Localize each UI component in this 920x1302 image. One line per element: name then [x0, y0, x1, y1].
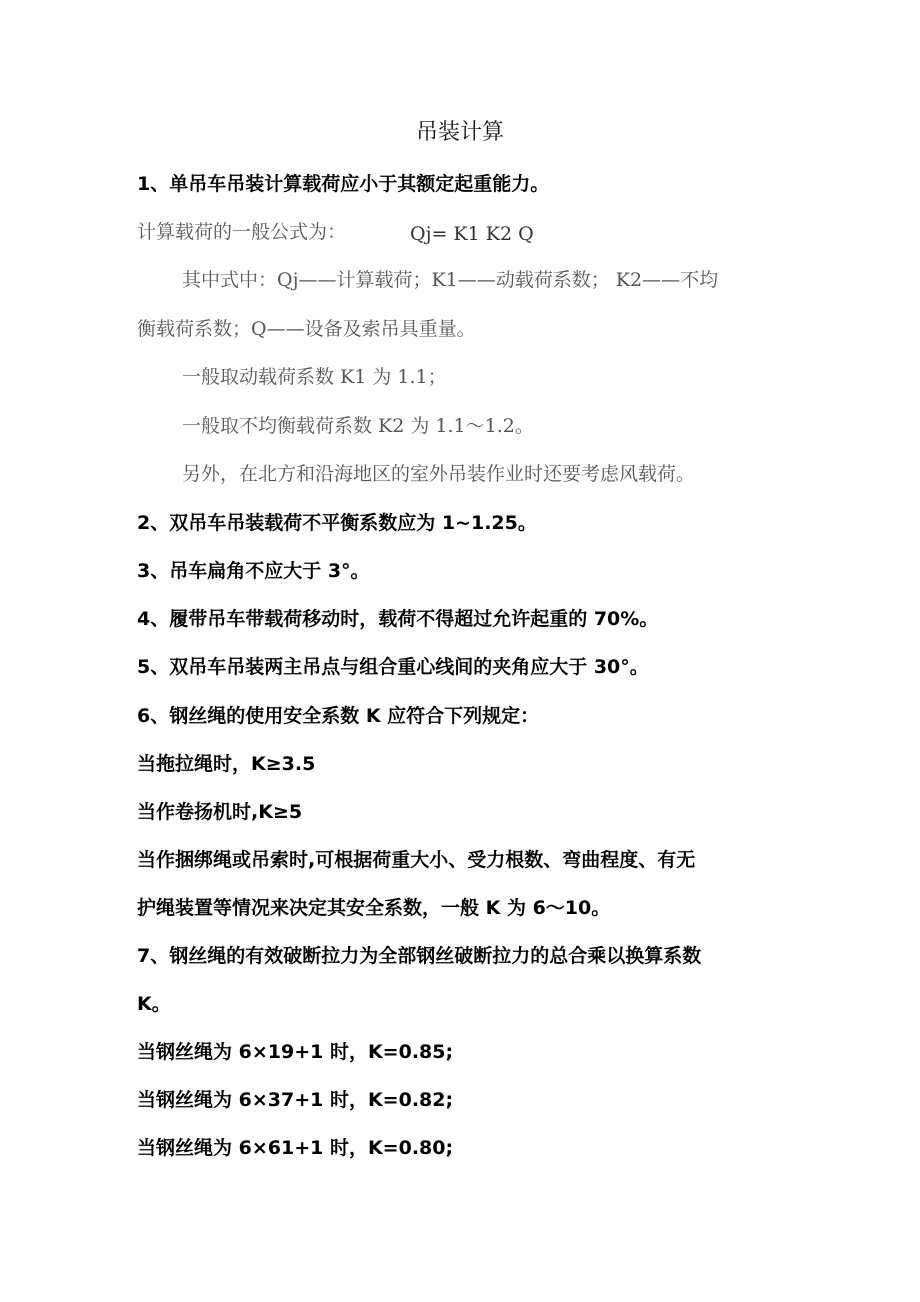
- formula-label: 计算载荷的一般公式为：: [137, 221, 347, 243]
- item-5: 5、双吊车吊装两主吊点与组合重心线间的夹角应大于 30°。: [137, 656, 649, 678]
- k1-note: 一般取动载荷系数 K1 为 1.1；: [182, 366, 447, 388]
- item-7-line-2: K。: [137, 993, 171, 1015]
- item-6-towline: 当拖拉绳时，K≥3.5: [137, 753, 316, 775]
- wind-note: 另外，在北方和沿海地区的室外吊装作业时还要考虑风载荷。: [182, 463, 696, 485]
- item-7-rope-6x61: 当钢丝绳为 6×61+1 时，K=0.80;: [137, 1137, 454, 1159]
- where-line-2: 衡载荷系数；Q——设备及索吊具重量。: [137, 318, 476, 340]
- item-7-line-1: 7、钢丝绳的有效破断拉力为全部钢丝破断拉力的总合乘以换算系数: [137, 945, 702, 967]
- formula: Qj= K1 K2 Q: [410, 223, 534, 245]
- item-2: 2、双吊车吊装载荷不平衡系数应为 1~1.25。: [137, 512, 537, 534]
- item-7-rope-6x19: 当钢丝绳为 6×19+1 时，K=0.85;: [137, 1041, 454, 1063]
- item-6-sling-line-1: 当作捆绑绳或吊索时,可根据荷重大小、受力根数、弯曲程度、有无: [137, 849, 696, 871]
- where-line-1: 其中式中：Qj——计算载荷；K1——动载荷系数； K2——不均: [182, 269, 719, 291]
- item-6: 6、钢丝绳的使用安全系数 K 应符合下列规定：: [137, 705, 540, 727]
- k2-note: 一般取不均衡载荷系数 K2 为 1.1～1.2。: [182, 415, 534, 437]
- item-6-sling-line-2: 护绳装置等情况来决定其安全系数，一般 K 为 6～10。: [137, 897, 611, 919]
- page-title: 吊装计算: [415, 120, 504, 145]
- item-6-winch: 当作卷扬机时,K≥5: [137, 801, 303, 823]
- item-7-rope-6x37: 当钢丝绳为 6×37+1 时，K=0.82;: [137, 1089, 454, 1111]
- item-3: 3、吊车扁角不应大于 3°。: [137, 560, 370, 582]
- item-4: 4、履带吊车带载荷移动时，载荷不得超过允许起重的 70%。: [137, 608, 659, 630]
- item-1: 1、单吊车吊装计算载荷应小于其额定起重能力。: [137, 173, 550, 195]
